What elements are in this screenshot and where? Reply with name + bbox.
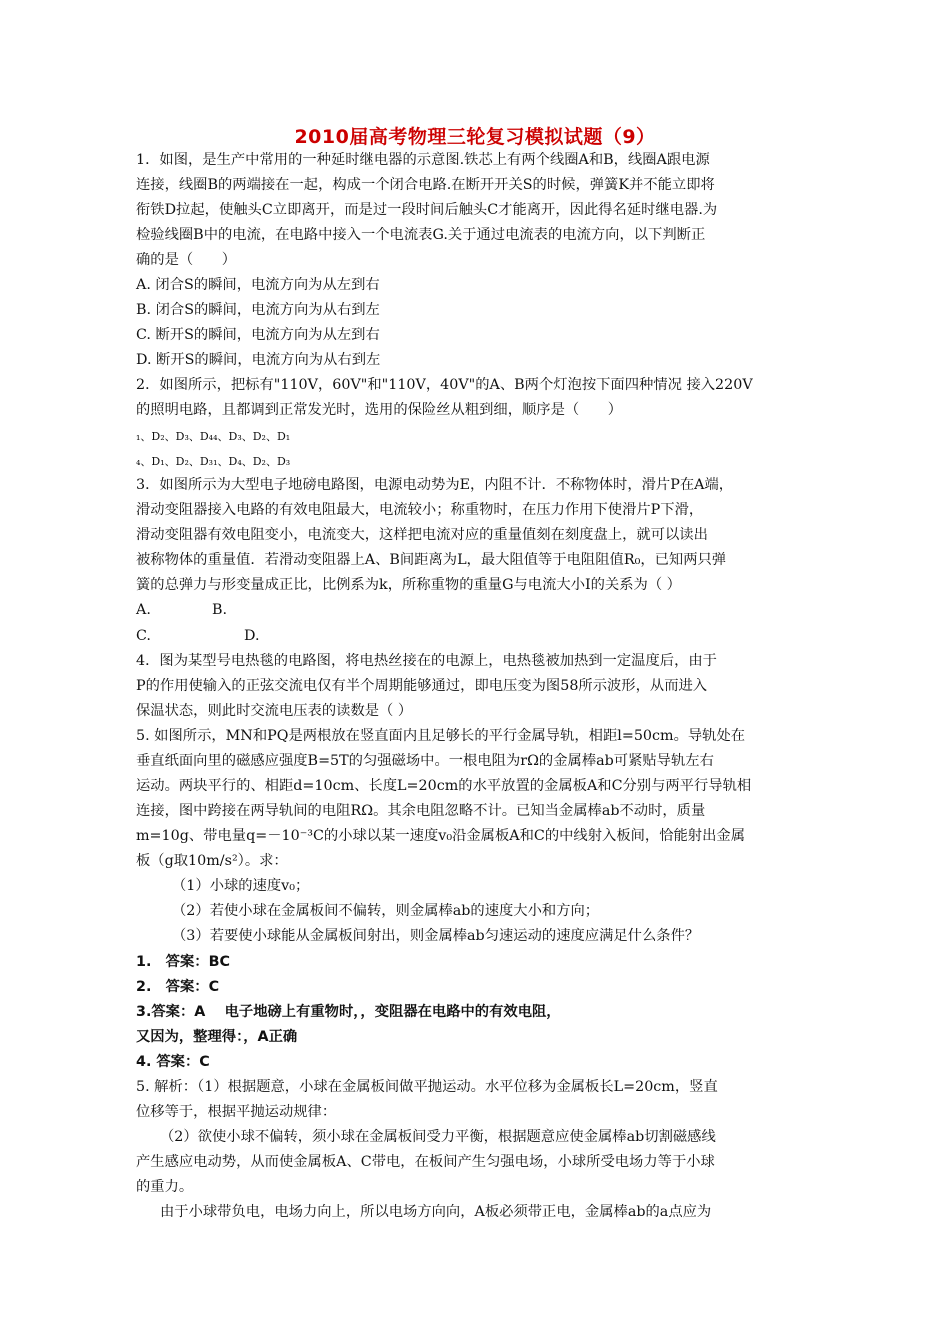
text-line: m=10g、带电量q=－10⁻³C的小球以某一速度v₀沿金属板A和C的中线射入板间，恰能射出金属 (136, 828, 745, 844)
text-line: 运动。两块平行的、相距d=10cm、长度L=20cm的水平放置的金属板A和C分别与两平行导轨相 (136, 778, 752, 794)
text-line: 垂直纸面向里的磁感应强度B=5T的匀强磁场中。一根电阻为rΩ的金属棒ab可紧贴导轨左右 (136, 753, 714, 769)
text-line: 滑动变阻器有效电阻变小，电流变大，这样把电流对应的重量值刻在刻度盘上，就可以读出 (136, 527, 708, 543)
text-line: 簧的总弹力与形变量成正比，比例系为k，所称重物的重量G与电流大小I的关系为（ ） (136, 577, 681, 593)
answer-line: 4. 答案：C (136, 1054, 210, 1070)
answer-line: 1. 答案：BC (136, 954, 230, 970)
option-line: A. 闭合S的瞬间，电流方向为从左到右 (136, 277, 380, 293)
text-line: 连接，线圈B的两端接在一起，构成一个闭合电路.在断开开关S的时候，弹簧K并不能立即将 (136, 177, 715, 193)
text-line: 检验线圈B中的电流，在电路中接入一个电流表G.关于通过电流表的电流方向，以下判断正 (136, 227, 706, 243)
text-line: P的作用使输入的正弦交流电仅有半个周期能够通过，即电压变为图58所示波形，从而进入 (136, 678, 708, 694)
solution-line: 产生感应电动势，从而使金属板A、C带电，在板间产生匀强电场，小球所受电场力等于小球 (136, 1154, 715, 1170)
solution-line: （2）欲使小球不偏转，须小球在金属板间受力平衡，根据题意应使金属棒ab切割磁感线 (160, 1129, 716, 1145)
text-line: 保温状态，则此时交流电压表的读数是（ ） (136, 703, 413, 719)
text-line: 2．如图所示，把标有"110V，60V"和"110V，40V"的A、B两个灯泡按下面四种情况 接入220V (136, 377, 753, 393)
option-line: B. (212, 602, 228, 618)
text-line: 1．如图，是生产中常用的一种延时继电器的示意图.铁芯上有两个线圈A和B，线圈A跟电源 (136, 152, 710, 168)
text-line: 板（g取10m/s²）。求： (136, 853, 288, 869)
answer-line: 又因为，整理得：，A正确 (136, 1029, 298, 1045)
solution-line: 位移等于，根据平抛运动规律： (136, 1104, 337, 1120)
solution-line: 5. 解析：（1）根据题意，小球在金属板间做平抛运动。水平位移为金属板长L=20cm，竖直 (136, 1079, 718, 1095)
text-line: 衔铁D拉起，使触头C立即离开，而是过一段时间后触头C才能离开，因此得名延时继电器.为 (136, 202, 718, 218)
option-line: D. (244, 628, 260, 644)
text-line: 4．图为某型号电热毯的电路图，将电热丝接在的电源上，电热毯被加热到一定温度后，由于 (136, 653, 717, 669)
text-line: 确的是（ ） (136, 252, 237, 268)
option-line: C. 断开S的瞬间，电流方向为从左到右 (136, 327, 380, 343)
option-line: A. (136, 602, 151, 618)
solution-line: 的重力。 (136, 1179, 194, 1195)
answer-line: 3.答案：A 电子地磅上有重物时，，变阻器在电路中的有效电阻， (136, 1004, 561, 1020)
option-line: ₄、D₁、D₂、D₃₁、D₄、D₂、D₃ (136, 455, 291, 468)
solution-line: 由于小球带负电，电场力向上，所以电场方向向，A板必须带正电，金属棒ab的a点应为 (160, 1204, 712, 1220)
subquestion-line: （1）小球的速度v₀； (172, 878, 310, 894)
subquestion-line: （2）若使小球在金属板间不偏转，则金属棒ab的速度大小和方向； (172, 903, 600, 919)
text-line: 5. 如图所示，MN和PQ是两根放在竖直面内且足够长的平行金属导轨，相距l=50cm。导轨处在 (136, 728, 746, 744)
text-line: 3．如图所示为大型电子地磅电路图，电源电动势为E，内阻不计．不称物体时，滑片P在A端， (136, 477, 734, 493)
text-line: 连接，图中跨接在两导轨间的电阻RΩ。其余电阻忽略不计。已知当金属棒ab不动时，质量 (136, 803, 706, 819)
option-line: C. (136, 628, 151, 644)
option-line: ₁、D₂、D₃、D₄₄、D₃、D₂、D₁ (136, 430, 291, 443)
text-line: 滑动变阻器接入电路的有效电阻最大，电流较小；称重物时，在压力作用下使滑片P下滑， (136, 502, 704, 518)
page-title: 2010届高考物理三轮复习模拟试题（9） (294, 126, 656, 148)
subquestion-line: （3）若要使小球能从金属板间射出，则金属棒ab匀速运动的速度应满足什么条件？ (172, 928, 700, 944)
text-line: 的照明电路，且都调到正常发光时，选用的保险丝从粗到细，顺序是（ ） (136, 402, 623, 418)
answer-line: 2. 答案：C (136, 979, 220, 995)
option-line: B. 闭合S的瞬间，电流方向为从右到左 (136, 302, 380, 318)
option-line: D. 断开S的瞬间，电流方向为从右到左 (136, 352, 381, 368)
text-line: 被称物体的重量值．若滑动变阻器上A、B间距离为L，最大阻值等于电阻阻值R₀，已知两只弹 (136, 552, 727, 568)
